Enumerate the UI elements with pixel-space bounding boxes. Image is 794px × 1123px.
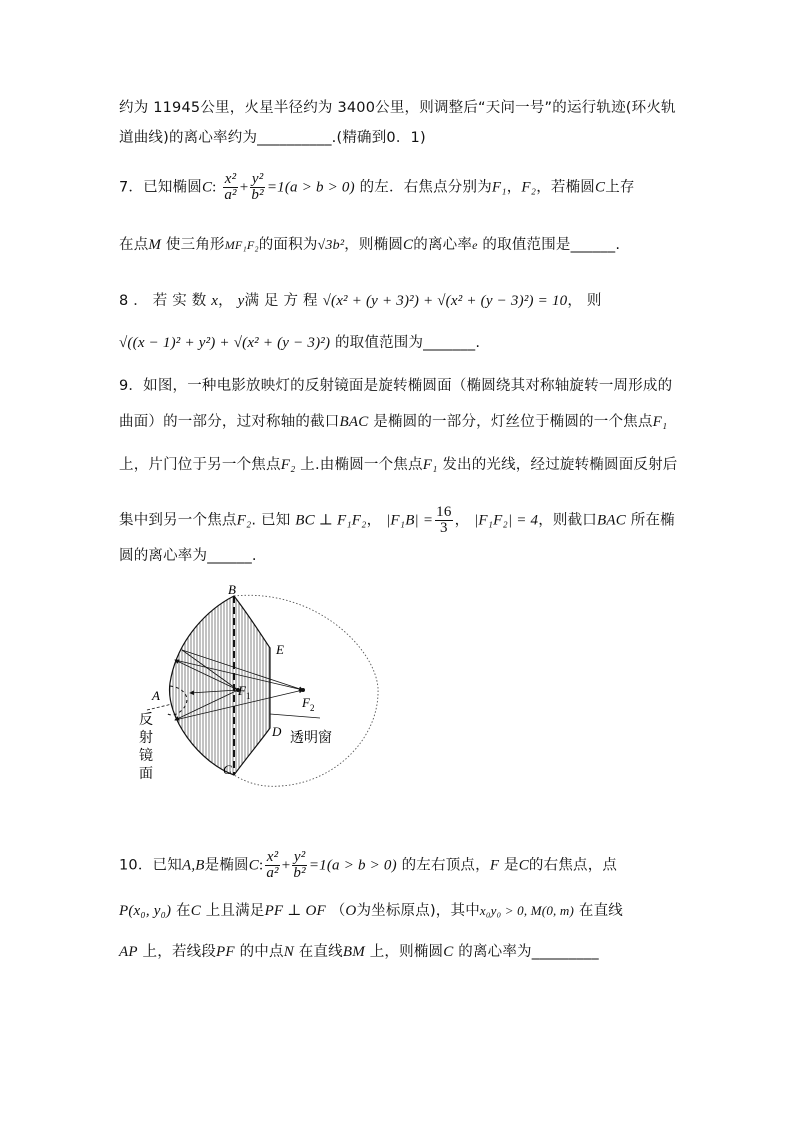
question-9-line-3 [119,453,678,474]
text: 的左．右焦点分别为 [359,179,492,196]
math-num: y² [293,849,306,865]
math-num: x² [266,849,279,865]
text: 上，则椭圆 [369,944,444,960]
label-mirror: 镜 [139,748,153,764]
math-var: BAC [339,414,369,430]
math-var: F₁ [652,414,668,430]
math-var: C [248,857,259,874]
text-line: 约为 11945公里，火星半径约为 3400公里，则调整后“天问一号”的运行轨迹(环火轨 [119,100,676,116]
question-10-line-1: 10．已知A,B是椭圆C: $\frac{\text{x²}}{\text{a²}}$ + $\frac{\text{y²}}{\text{b²}}$ =1(a > b > 0) 的左右顶点，F 是C的右焦点，点 [119,849,618,881]
question-10-line-2 [119,899,623,920]
math-var: N [283,944,294,960]
text: （ [330,903,346,919]
text: 的右焦点，点 [528,857,618,874]
math-var: P(x₀, y₀) [119,903,172,919]
label-mirror: 反 [139,712,153,728]
label-b: B [228,582,236,597]
text: 的取值范围是______. [482,237,621,253]
math-var: C [403,237,414,253]
text: 在直线 [298,944,343,960]
label-window: 透明窗 [290,730,332,746]
math-var: C [518,857,529,874]
text: 在直线 [578,903,623,919]
label-d: D [272,724,282,739]
label-e: E [276,642,284,657]
text: 的左右顶点， [401,857,490,874]
math-var: x [211,293,219,309]
math-expr: BC ⊥ F₁F₂ [295,512,367,529]
text: 是 [504,857,519,874]
text: ， [366,512,382,529]
math-var: F₂ [280,457,296,473]
text: 上.由椭圆一个焦点 [300,457,423,473]
reflector-body [170,596,270,775]
math-expr: |F₁B| = [386,512,434,529]
math-var: F₂ [236,512,252,529]
text: 为坐标原点)，其中 [356,903,480,919]
math-den: 3 [440,520,448,536]
math-expr: √3b² [317,238,345,253]
text: 是椭圆 [204,857,249,874]
text: 上存 [605,179,635,196]
question-9-line-1: 9．如图，一种电影放映灯的反射镜面是旋转椭圆面（椭圆绕其对称轴旋转一周形成的 [119,378,673,394]
label-mirror: 射 [139,730,153,746]
text-line: 道曲线)的离心率约为__________.(精确到0．1) [119,130,426,146]
text: 满 足 方 程 [244,293,318,309]
fraction [265,850,279,881]
fraction [435,505,452,536]
text: 在 [176,903,191,919]
text: 的离心率为_________ [458,944,599,960]
math-expr: √(x² + (y + 3)²) + √(x² + (y − 3)²) = 10 [322,293,568,309]
question-7-line-2 [119,233,620,254]
text: 所在椭 [630,512,675,529]
text: 使三角形 [165,237,225,253]
text: 的中点 [239,944,284,960]
question-8-line-2 [119,331,480,352]
math-var: AP [119,944,138,960]
math-var: BM [342,944,365,960]
text: 上，片门位于另一个焦点 [119,457,281,473]
fraction [250,172,264,203]
math-var: O [345,903,357,919]
math-expr: |F₁F₂| = 4 [474,512,539,529]
math-var: C [595,179,606,196]
math-den: b² [293,865,306,881]
math-den: b² [251,187,264,203]
text: 发出的光线，经过旋转椭圆面反射后 [442,457,678,473]
text: ，则截口 [538,512,598,529]
text: 是椭圆的一部分，灯丝位于椭圆的一个焦点 [373,414,653,430]
label-mirror: 面 [139,766,153,782]
text: 的取值范围为_______. [334,335,481,351]
math-num: x² [224,171,237,187]
text: ，若椭圆 [536,179,595,196]
math-var: BAC [597,512,626,529]
math-expr: PF ⊥ OF [264,903,326,919]
math-var: F₂ [521,179,537,196]
math-var: C [443,944,454,960]
math-expr: x₀y₀ > 0, M(0, m) [479,903,575,918]
math-var: y [237,293,245,309]
math-var: M [148,237,162,253]
label-f2: F [302,695,310,710]
question-number: 10．已知 [119,857,182,874]
text: 的离心率 [413,237,473,253]
label-c: C [223,762,232,777]
math-var: F₁ [491,179,507,196]
math-expr: √((x − 1)² + y²) + √(x² + (y − 3)²) [119,335,331,351]
math-var: e [472,238,478,252]
text: . 已知 [251,512,291,529]
text: 上且满足 [205,903,265,919]
question-9-line-5: 圆的离心率为______. [119,548,257,564]
math-var: F [489,857,500,874]
fraction [223,172,237,203]
math-den: a² [266,865,279,881]
question-9-line-2 [119,410,667,431]
label-f2-sub: 2 [310,703,315,713]
focus-f2 [301,688,305,692]
text: 上，若线段 [142,944,217,960]
math-expr: =1(a > b > 0) [266,179,355,196]
text: ， [218,293,233,309]
math-var: F₁ [422,457,438,473]
math-var: PF [216,944,235,960]
leader-line [147,704,172,710]
math-num: y² [251,171,264,187]
text: 在点 [119,237,149,253]
question-number: 7．已知椭圆 [119,179,202,196]
question-number: 8 ． 若 实 数 [119,293,207,309]
math-expr: =1(a > b > 0) [308,857,397,874]
math-var: A,B [181,857,205,874]
math-var: C [190,903,201,919]
text: 曲面）的一部分，过对称轴的截口 [119,414,340,430]
fraction [292,850,306,881]
label-f1-sub: 1 [246,691,251,701]
text: ， [454,512,470,529]
leader-line [270,714,320,718]
text: 集中到另一个焦点 [119,512,237,529]
math-num: 16 [436,504,452,520]
question-8-line-1 [119,289,602,310]
question-10-line-3 [119,940,599,961]
text: ， 则 [567,293,602,309]
text: ，则椭圆 [344,237,404,253]
question-7-line-1: 7．已知椭圆C: $\frac{\text{x²}}{\text{a²}}$ + $\frac{\text{y²}}{\text{b²}}$ =1(a > b > 0) 的左．右焦点分别为F₁，F₂，若椭圆C上存 [119,171,635,203]
reflector-diagram [130,578,392,800]
label-f1: F [238,683,246,698]
label-a: A [152,688,160,703]
math-var: MF₁F₂ [224,238,259,252]
math-den: a² [224,187,237,203]
text: 的面积为 [258,237,318,253]
math-var: C [201,179,213,196]
question-9-line-4 [119,505,675,536]
